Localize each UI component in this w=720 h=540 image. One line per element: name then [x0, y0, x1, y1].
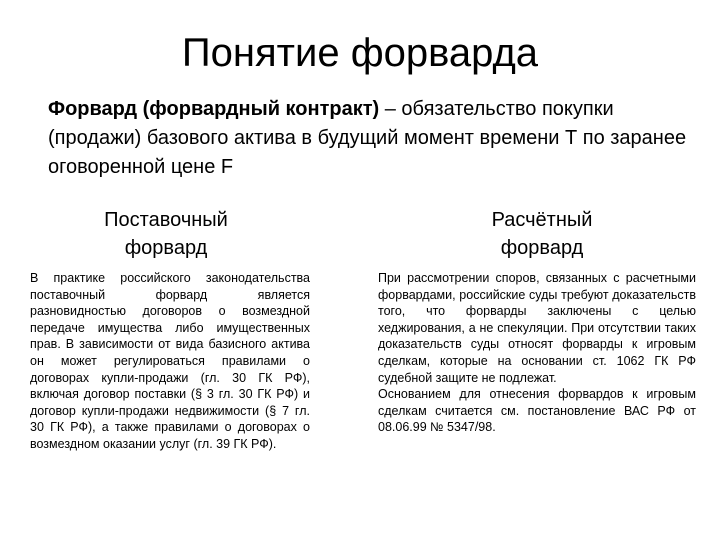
- right-paragraph-2: Основанием для отнесения форвардов к игровым сделкам считается см. постановление ВАС РФ от 08.06.99 № 5347/98.: [378, 387, 696, 435]
- right-column-text: [378, 270, 696, 436]
- right-column-heading: [392, 206, 692, 262]
- left-heading-line1: Поставочный: [104, 209, 228, 231]
- right-paragraph-1: При рассмотрении споров, связанных с расчетными форвардами, российские суды требуют доказательств того, что форварды заключены с целью хеджирования, а не спекуляции. При отсутствии таких доказательств суды относят форварды к игровым сделкам, которые на основании ст. 1062 ГК РФ судебной защите не подлежат.: [378, 271, 696, 385]
- slide-title: Понятие форварда: [181, 31, 539, 75]
- right-heading-line2: форвард: [500, 237, 584, 259]
- left-heading-line2: форвард: [124, 237, 208, 259]
- left-column-text: [30, 270, 310, 453]
- right-heading-line1: Расчётный: [491, 209, 593, 231]
- left-paragraph: В практике российского законодательства поставочный форвард является разновидностью договоров о возмездной передаче имущества либо имущественных прав. В зависимости от вида базисного актива он может регулироваться правилами о договорах купли-продажи (гл. 30 ГК РФ), включая договор поставки (§ 3 гл. 30 ГК РФ) и договор купли-продажи недвижимости (§ 7 гл. 30 ГК РФ), а также правилами о договорах о возмездном оказании услуг (гл. 39 ГК РФ).: [30, 271, 310, 451]
- definition-block: [48, 95, 688, 182]
- left-column-heading: [16, 206, 316, 262]
- definition-term: Форвард (форвардный контракт): [48, 98, 380, 120]
- definition-text: – обязательство покупки (продажи) базового актива в будущий момент времени Т по заранее оговоренной цене F: [48, 98, 687, 178]
